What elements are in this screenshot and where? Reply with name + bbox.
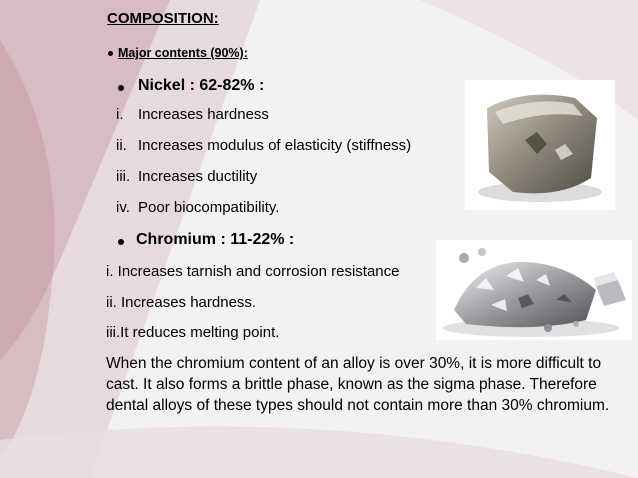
chromium-item: iii.It reduces melting point. (106, 324, 280, 341)
nickel-title: Nickel : 62-82% : (138, 77, 265, 94)
item-text: Increases modulus of elasticity (stiffness) (138, 137, 412, 154)
chromium-sample-image (436, 240, 632, 340)
nickel-item (116, 168, 257, 185)
chromium-title: Chromium : 11-22% : (136, 231, 295, 248)
item-text: Increases hardness (138, 106, 269, 123)
item-number: iv. (116, 199, 130, 216)
item-number: iii. (116, 168, 131, 185)
nickel-item (116, 137, 411, 154)
bullet-icon (118, 239, 124, 245)
nickel-item (116, 106, 269, 123)
bullet-icon (118, 85, 124, 91)
nickel-sample-image (465, 80, 615, 210)
composition-heading: COMPOSITION: (107, 10, 219, 27)
nickel-item (116, 199, 279, 216)
item-number: i. (116, 106, 124, 123)
item-text: Increases ductility (138, 168, 258, 185)
item-text: Poor biocompatibility. (138, 199, 280, 216)
chromium-item: i. Increases tarnish and corrosion resistance (106, 263, 400, 280)
item-number: ii. (116, 137, 127, 154)
chromium-item: ii. Increases hardness. (106, 294, 257, 311)
major-contents-label: Major contents (90%): (118, 46, 248, 60)
chromium-note-paragraph: When the chromium content of an alloy is over 30%, it is more difficult to cast. It also forms a brittle phase, known as the sigma phase. Therefore dental alloys of these types should not contain more than 30% chromium. (106, 355, 610, 414)
bullet-icon (108, 51, 113, 56)
